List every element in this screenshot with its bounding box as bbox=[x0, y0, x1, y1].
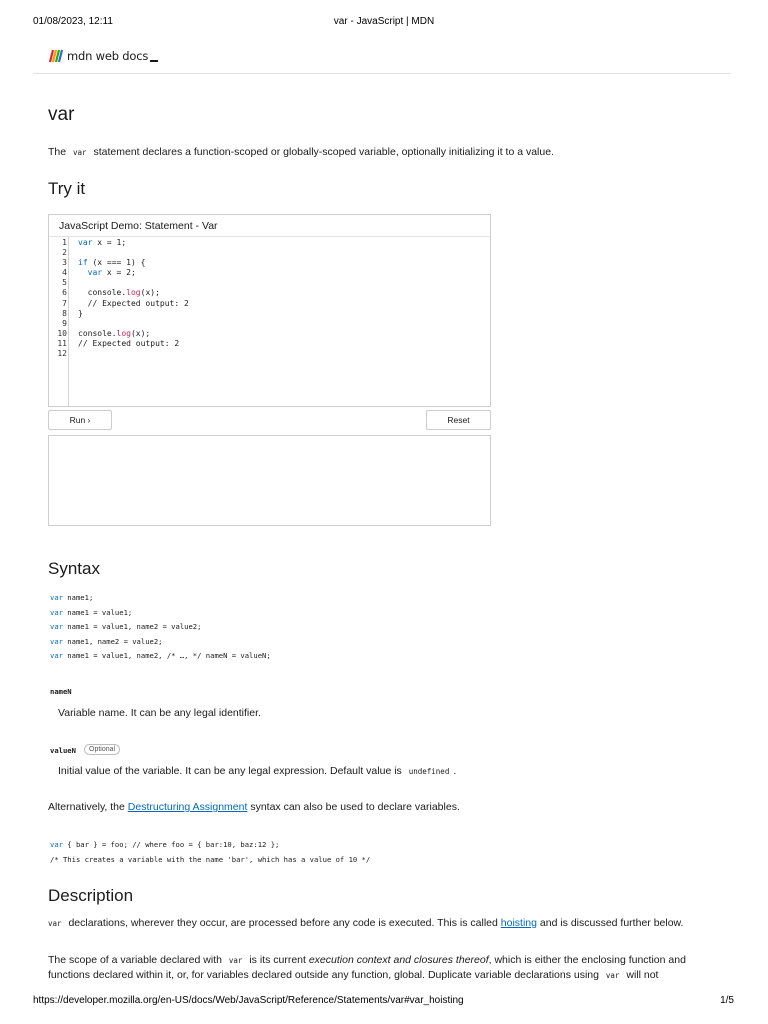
param2-desc-text: Initial value of the variable. It can be any legal expression. Default value is bbox=[58, 765, 405, 777]
desc-p2-code1: var bbox=[228, 956, 243, 965]
description-paragraph-1 bbox=[48, 916, 683, 931]
hoisting-link[interactable]: hoisting bbox=[500, 917, 537, 929]
code-text: } bbox=[78, 308, 83, 318]
param2-desc-after: . bbox=[453, 765, 457, 777]
example-keyword: var bbox=[50, 840, 63, 849]
code-line bbox=[53, 268, 189, 278]
code-lines bbox=[53, 238, 189, 359]
syntax-line: var name1; bbox=[50, 593, 94, 602]
desc-p1-text: declarations, wherever they occur, are processed before any code is executed. This is called bbox=[65, 917, 501, 929]
optional-badge: Optional bbox=[84, 744, 120, 755]
code-line bbox=[53, 238, 189, 248]
code-line bbox=[53, 248, 189, 258]
destructuring-link[interactable]: Destructuring Assignment bbox=[127, 801, 248, 813]
logo-cursor bbox=[150, 60, 158, 62]
try-it-heading: Try it bbox=[48, 179, 86, 198]
intro-text-before: The bbox=[48, 146, 70, 158]
demo-title: JavaScript Demo: Statement - Var bbox=[49, 215, 490, 237]
line-number: 11 bbox=[57, 338, 67, 348]
param-name-nameN: nameN bbox=[50, 687, 72, 696]
example-line-2: /* This creates a variable with the name 'bar', which has a value of 10 */ bbox=[50, 855, 371, 864]
syntax-line: var name1 = value1; bbox=[50, 607, 133, 617]
description-heading: Description bbox=[48, 886, 134, 905]
print-page-number: 1/5 bbox=[720, 995, 734, 1006]
line-number: 3 bbox=[62, 258, 67, 268]
destructuring-paragraph bbox=[48, 800, 460, 815]
intro-text-after: statement declares a function-scoped or globally-scoped variable, optionally initializing it to a value. bbox=[90, 146, 554, 158]
line-number: 8 bbox=[62, 308, 67, 318]
desc-p2-a: The scope of a variable declared with bbox=[48, 954, 225, 966]
print-datetime: 01/08/2023, 12:11 bbox=[33, 16, 113, 27]
interactive-demo bbox=[48, 214, 491, 407]
undefined-code: undefined bbox=[408, 767, 450, 776]
code-line bbox=[53, 319, 189, 329]
desc-p1-after: and is discussed further below. bbox=[536, 917, 684, 929]
alt-text-before: Alternatively, the bbox=[48, 801, 128, 813]
page-title: var bbox=[48, 104, 75, 125]
code-line bbox=[53, 258, 189, 268]
code-line bbox=[53, 329, 189, 339]
code-text: var x = 2; bbox=[87, 268, 136, 278]
code-line bbox=[53, 288, 189, 298]
syntax-code-block bbox=[50, 591, 271, 664]
line-number: 1 bbox=[62, 238, 67, 247]
param-name-valueN: valueN bbox=[50, 746, 76, 755]
code-text: if (x === 1) { bbox=[78, 258, 146, 268]
run-button[interactable]: Run › bbox=[48, 410, 112, 430]
desc-p2-c: , which is either the enclosing function and bbox=[488, 954, 686, 966]
code-line bbox=[53, 278, 189, 288]
intro-paragraph bbox=[48, 145, 554, 160]
output-console bbox=[48, 435, 491, 526]
line-number: 4 bbox=[62, 268, 67, 278]
print-url: https://developer.mozilla.org/en-US/docs/Web/JavaScript/Reference/Statements/var#var_hoisting bbox=[33, 995, 464, 1006]
description-paragraph-2 bbox=[48, 953, 738, 983]
desc-p2-b: is its current bbox=[246, 954, 309, 966]
destructuring-example bbox=[50, 837, 370, 867]
code-text: console.log(x); bbox=[78, 328, 151, 338]
line-number: 6 bbox=[62, 288, 67, 298]
code-text: var x = 1; bbox=[78, 238, 127, 247]
line-number: 2 bbox=[62, 248, 67, 258]
code-line bbox=[53, 309, 189, 319]
desc-var-code: var bbox=[48, 919, 62, 928]
code-line bbox=[53, 339, 189, 349]
logo-text: mdn web docs bbox=[67, 49, 149, 63]
intro-code: var bbox=[73, 148, 87, 157]
line-number: 7 bbox=[62, 298, 67, 308]
line-number: 9 bbox=[62, 318, 67, 328]
syntax-line: var name1 = value1, name2 = value2; bbox=[50, 622, 202, 631]
param-desc-valueN bbox=[58, 765, 456, 777]
alt-text-after: syntax can also be used to declare variables. bbox=[247, 801, 460, 813]
header-divider bbox=[33, 73, 731, 74]
line-number: 10 bbox=[57, 328, 67, 338]
syntax-heading: Syntax bbox=[48, 559, 100, 578]
param-desc-nameN: Variable name. It can be any legal identifier. bbox=[58, 707, 261, 719]
example-line-1-rest: { bar } = foo; // where foo = { bar:10, baz:12 }; bbox=[62, 840, 280, 849]
code-editor[interactable] bbox=[49, 237, 490, 406]
code-text: // Expected output: 2 bbox=[78, 338, 180, 348]
mdn-logo[interactable] bbox=[48, 47, 158, 65]
mdn-logo-icon bbox=[48, 48, 64, 64]
line-number: 5 bbox=[62, 278, 67, 288]
syntax-line: var name1 = value1, name2, /* …, */ nameN = valueN; bbox=[50, 651, 271, 660]
print-page-title: var - JavaScript | MDN bbox=[333, 16, 435, 27]
desc-p2-line2b: will not bbox=[623, 969, 659, 981]
desc-p2-em: execution context and closures thereof bbox=[308, 954, 489, 966]
desc-p2-line2a: functions declared within it, or, for variables declared outside any function, global. Duplicate variable declarations using bbox=[48, 969, 602, 981]
code-line bbox=[53, 299, 189, 309]
code-text: console.log(x); bbox=[78, 288, 160, 298]
code-text: // Expected output: 2 bbox=[78, 298, 189, 308]
code-line bbox=[53, 349, 189, 359]
reset-button[interactable]: Reset bbox=[426, 410, 491, 430]
line-number: 12 bbox=[57, 349, 67, 359]
desc-p2-code2: var bbox=[605, 971, 620, 980]
example-line-1 bbox=[50, 837, 370, 852]
syntax-line: var name1, name2 = value2; bbox=[50, 636, 163, 646]
